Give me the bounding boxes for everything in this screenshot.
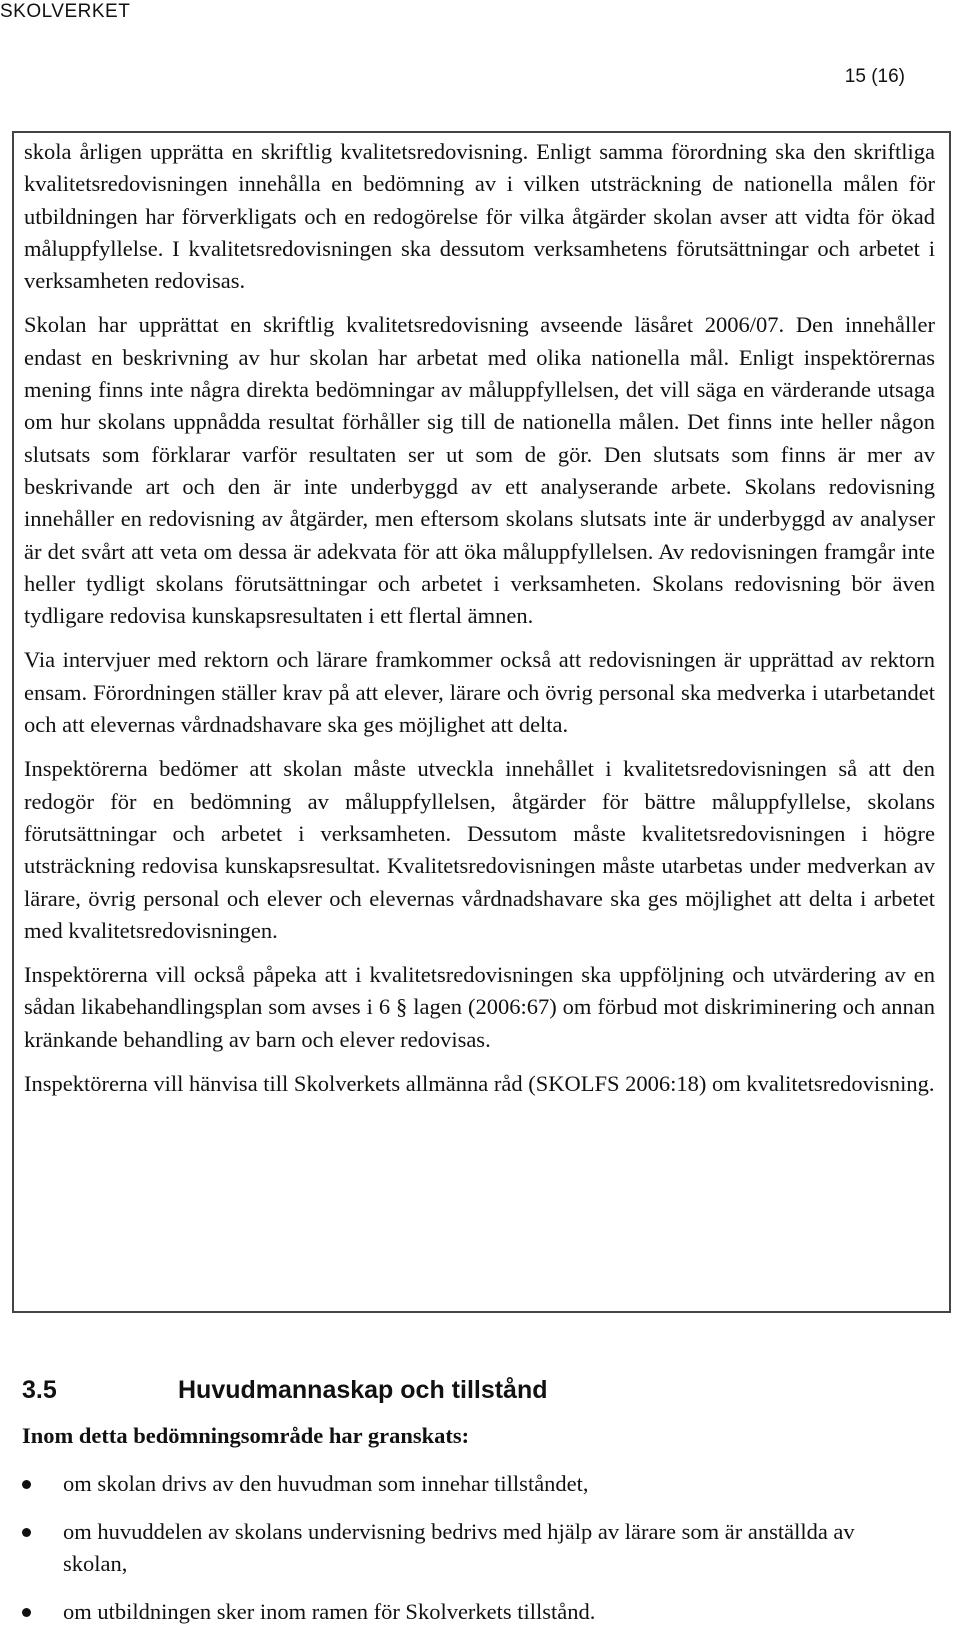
box-paragraph-3: Via intervjuer med rektorn och lärare framkommer också att redovisningen är upprättad av rektorn ensam. Förordningen ställer krav på att elever, lärare och övrig personal ska medverka i utarbetandet och att elevernas vårdnadshavare ska ges möjlighet att delta. — [24, 647, 935, 738]
section-heading — [22, 1375, 548, 1405]
box-paragraph-5: Inspektörerna vill också påpeka att i kvalitetsredovisningen ska uppföljning och utvärdering av en sådan likabehandlingsplan som avses i 6 § lagen (2006:67) om förbud mot diskriminering och annan kränkande behandling av barn och elever redovisas. — [24, 962, 935, 1052]
box-paragraph-2: Skolan har upprättat en skriftlig kvalitetsredovisning avseende läsåret 2006/07. Den innehåller endast en beskrivning av hur skolan har arbetat med olika nationella mål. Enligt inspektörernas mening finns inte några direkta bedömningar av måluppfyllelsen, det vill säga en värderande utsaga om hur skolans uppnådda resultat förhåller sig till de nationella målen. Det finns inte heller någon slutsats som förklarar varför resultaten ser ut som de gör. Den slutsats som finns är mer av beskrivande art och den är inte underbyggd av ett analyserande arbete. Skolans redovisning innehåller en redovisning av åtgärder, men eftersom skolans slutsats inte är underbyggd av analyser är det svårt att veta om dessa är adekvata för att öka måluppfyllelsen. Av redovisningen framgår inte heller tydligt skolans förutsättningar och arbetet i verksamheten. Skolans redovisning bör även tydligare redovisa kunskapsresultaten i ett flertal ämnen. — [24, 312, 935, 629]
section-title: Huvudmannaskap och tillstånd — [178, 1376, 548, 1404]
page-number: 15 (16) — [844, 66, 905, 87]
box-paragraph-1: skola årligen upprätta en skriftlig kvalitetsredovisning. Enligt samma förordning ska den skriftliga kvalitetsredovisningen innehålla en bedömning av i vilken utsträckning de nationella målen för utbildningen har förverkligats och en redogörelse för vilka åtgärder skolan avser att vidta för ökad måluppfyllelse. I kvalitetsredovisningen ska dessutom verksamhetens förutsättningar och arbetet i verksamheten redovisas. — [24, 139, 935, 294]
list-item — [22, 1468, 922, 1500]
list-item-text: om skolan drivs av den huvudman som innehar tillståndet, — [63, 1471, 589, 1496]
box-paragraph-6: Inspektörerna vill hänvisa till Skolverkets allmänna råd (SKOLFS 2006:18) om kvalitetsredovisning. — [24, 1071, 935, 1097]
review-scope-heading: Inom detta bedömningsområde har granskats: — [22, 1423, 470, 1448]
list-item-text: om utbildningen sker inom ramen för Skolverkets tillstånd. — [63, 1599, 596, 1624]
list-item — [22, 1596, 922, 1628]
section-number: 3.5 — [22, 1376, 57, 1404]
organization-name: SKOLVERKET — [0, 1, 131, 22]
bullet-icon — [22, 1528, 31, 1537]
box-paragraph-4: Inspektörerna bedömer att skolan måste utveckla innehållet i kvalitetsredovisningen så att den redogör för en bedömning av måluppfyllelsen, åtgärder för bättre måluppfyllelse, skolans förutsättningar och arbetet i verksamheten. Dessutom måste kvalitetsredovisningen i högre utsträckning redovisa kunskapsresultat. Kvalitetsredovisningen måste utarbetas under medverkan av lärare, övrig personal och elever och elevernas vårdnadshavare ska ges möjlighet att delta i arbetet med kvalitetsredovisningen. — [24, 756, 935, 943]
list-item-text: om huvuddelen av skolans undervisning bedrivs med hjälp av lärare som är anställda av skolan, — [63, 1519, 855, 1576]
bullet-icon — [22, 1480, 31, 1489]
list-item — [22, 1516, 922, 1580]
review-criteria-list — [22, 1468, 922, 1644]
bullet-icon — [22, 1608, 31, 1617]
assessment-text-box — [12, 131, 951, 1313]
